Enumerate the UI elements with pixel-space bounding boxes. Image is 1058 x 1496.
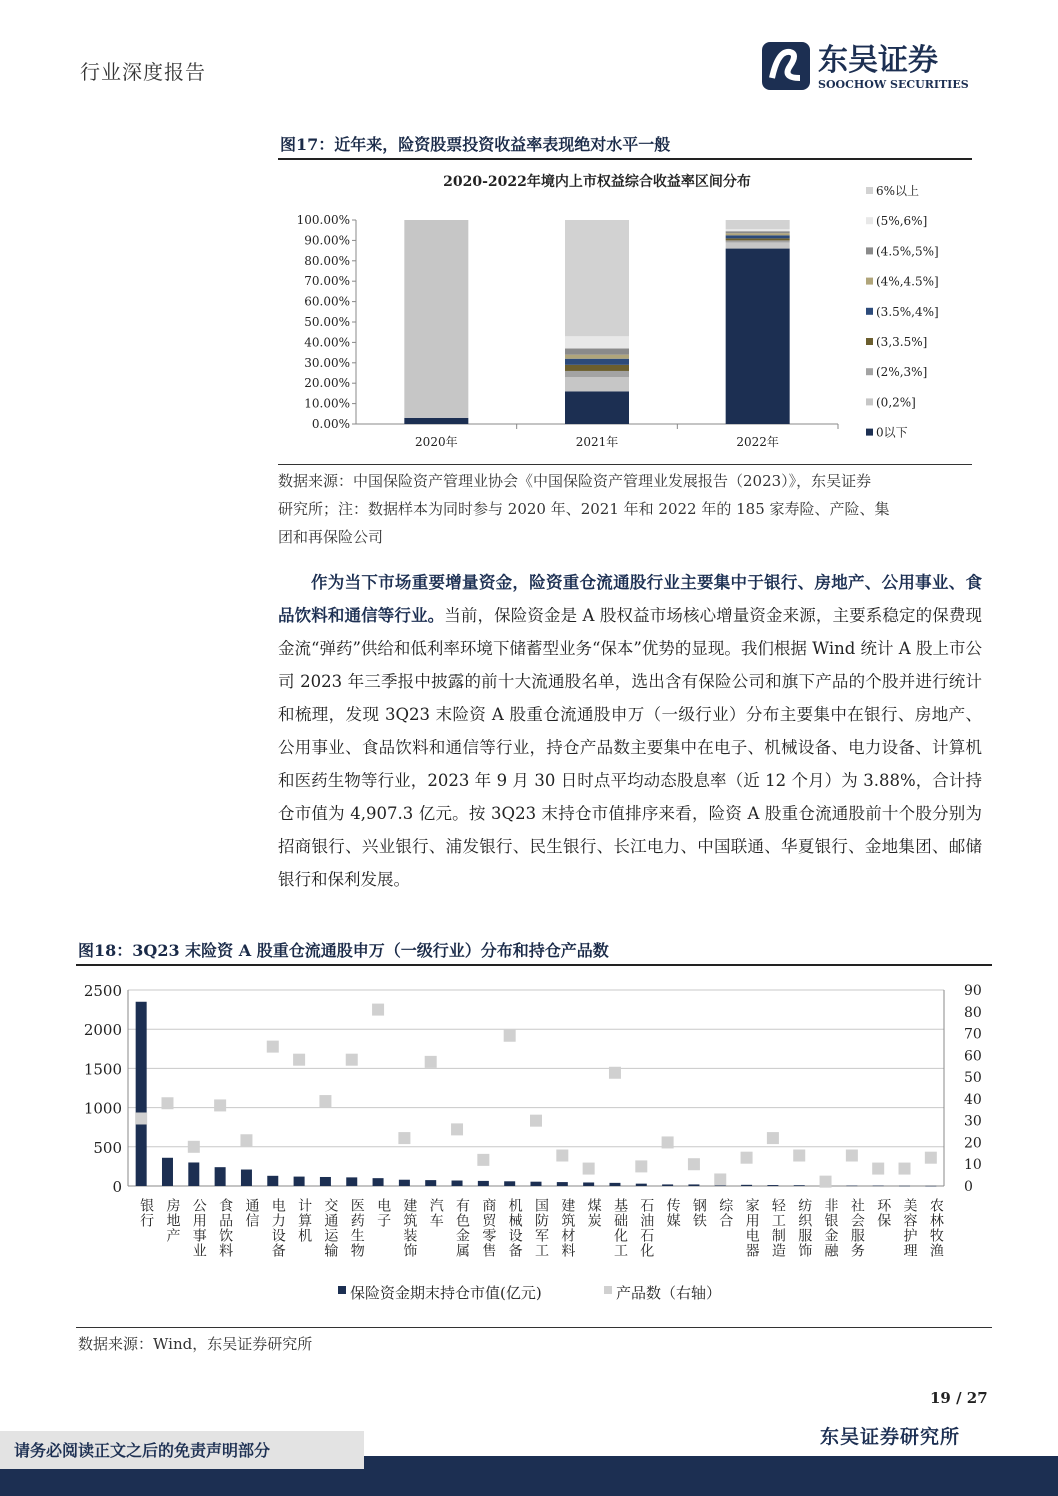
- chart18-y-left-tick-label: 2000: [83, 1021, 122, 1040]
- chart17-bar-segment: [726, 229, 790, 231]
- chart17-y-tick-label: 0.00%: [311, 417, 350, 431]
- chart18-y-right-tick-label: 40: [964, 1091, 982, 1108]
- chart17-legend-swatch: [866, 278, 873, 285]
- page-number: 19 / 27: [930, 1389, 988, 1407]
- chart17-bar-segment: [726, 235, 790, 238]
- figure17-source-line: 研究所；注：数据样本为同时参与 2020 年、2021 年和 2022 年的 185 家寿险、产险、集: [278, 500, 890, 518]
- chart17-bar-segment: [565, 349, 629, 355]
- chart18-x-tick-label: 食品饮料: [217, 1198, 234, 1258]
- chart17-legend-label: (3.5%,4%]: [876, 304, 939, 319]
- chart18-point: [820, 1176, 832, 1188]
- logo-en-text: SOOCHOW SECURITIES: [818, 78, 969, 91]
- chart18-point: [425, 1056, 437, 1068]
- chart17-bar-segment: [565, 365, 629, 371]
- chart18-x-tick-label: 国防军工: [533, 1198, 549, 1258]
- chart18-x-tick-label: 公用事业: [190, 1198, 207, 1258]
- chart18-point: [741, 1152, 753, 1164]
- chart18-x-tick-label: 传媒: [664, 1198, 681, 1228]
- chart18-point: [214, 1099, 226, 1111]
- chart18-bar: [557, 1182, 568, 1186]
- figure17-title: 图17：近年来，险资股票投资收益率表现绝对水平一般: [280, 135, 671, 154]
- chart18-x-tick-label: 建筑材料: [559, 1198, 576, 1258]
- chart18-point: [793, 1150, 805, 1162]
- figure17-source: [278, 467, 972, 551]
- chart18-point: [846, 1150, 858, 1162]
- chart18-bar: [662, 1184, 673, 1186]
- chart18-x-tick-label: 有色金属: [454, 1198, 471, 1258]
- chart17-bar-segment: [565, 377, 629, 391]
- chart17-legend-label: (4%,4.5%]: [876, 274, 939, 289]
- chart17-legend-swatch: [866, 217, 873, 224]
- chart18-point: [267, 1041, 279, 1053]
- chart17-legend-swatch: [866, 247, 873, 254]
- chart18-bar: [267, 1176, 278, 1186]
- chart17-bar-segment: [726, 240, 790, 242]
- chart18-point: [662, 1136, 674, 1148]
- chart18-bar: [136, 1002, 147, 1186]
- chart18-bar: [741, 1185, 752, 1186]
- figure17-top-rule: [278, 158, 972, 160]
- chart17-legend-swatch: [866, 429, 873, 436]
- chart17-bar-segment: [565, 371, 629, 377]
- chart18-y-right-tick-label: 90: [964, 983, 982, 999]
- chart18-point: [477, 1154, 489, 1166]
- chart17-legend-swatch: [866, 338, 873, 345]
- chart18-bar: [346, 1177, 357, 1186]
- chart18-point: [188, 1141, 200, 1153]
- chart18-point: [451, 1123, 463, 1135]
- chart18-point: [504, 1030, 516, 1042]
- chart18-bar: [899, 1186, 910, 1187]
- figure18-top-rule: [76, 964, 992, 966]
- chart18-legend-label: 产品数（右轴）: [616, 1284, 722, 1302]
- chart18-y-right-tick-label: 20: [964, 1135, 982, 1152]
- brand-logo: [760, 38, 990, 94]
- chart18-x-tick-label: 电力设备: [269, 1198, 286, 1258]
- chart18-y-right-tick-label: 70: [964, 1026, 982, 1043]
- chart18-bar: [925, 1186, 936, 1187]
- chart17-legend-label: (5%,6%]: [876, 214, 928, 229]
- chart17-legend-swatch: [866, 308, 873, 315]
- chart18-x-tick-label: 环保: [875, 1198, 892, 1228]
- chart18-bar: [425, 1180, 436, 1186]
- paragraph-body: 当前，保险资金是 A 股权益市场核心增量资金来源，主要系稳定的保费现金流“弹药”供给和低利率环境下储蓄型业务“保本”优势的显现。我们根据 Wind 统计 A 股上市公司 2023 年三季报中披露的前十大流通股名单，选出含有保险公司和旗下产品的个股并进行统计和梳理，发现 3Q23 末险资 A 股重仓流通股申万（一级行业）分布主要集中在银行、房地产、公用事业、食品饮料和通信等行业，持仓产品数主要集中在电子、机械设备、电力设备、计算机和医药生物等行业，2023 年 9 月 30 日时点平均动态股息率（近 12 个月）为 3.88%，合计持仓市值为 4,907.3 亿元。按 3Q23 末持仓市值排序来看，险资 A 股重仓流通股前十个股分别为招商银行、兴业银行、浦发银行、民生银行、长江电力、中国联通、华夏银行、金地集团、邮储银行和保利发展。: [278, 606, 983, 889]
- chart17-x-tick-label: 2020年: [415, 435, 458, 449]
- chart18-x-tick-label: 社会服务: [848, 1198, 865, 1258]
- chart18-bar: [609, 1183, 620, 1186]
- chart18-legend-label: 保险资金期末持仓市值(亿元): [350, 1284, 542, 1302]
- chart17-y-tick-label: 50.00%: [304, 315, 350, 329]
- chart18-point: [925, 1152, 937, 1164]
- chart18-point: [688, 1158, 700, 1170]
- figure18-source: 数据来源：Wind，东吴证券研究所: [78, 1335, 313, 1353]
- chart18-bar: [188, 1162, 199, 1186]
- chart18-bar: [688, 1184, 699, 1186]
- chart18-y-right-tick-label: 50: [964, 1070, 982, 1087]
- chart17-y-tick-label: 90.00%: [304, 233, 350, 248]
- chart18-x-tick-label: 基础化工: [611, 1198, 628, 1258]
- chart18-x-tick-label: 纺织服饰: [796, 1198, 813, 1258]
- chart17-bar-segment: [726, 238, 790, 240]
- chart18-x-tick-label: 通信: [243, 1198, 260, 1228]
- logo-mark-icon: [762, 42, 810, 90]
- chart18-bar: [399, 1180, 410, 1186]
- chart17-y-tick-label: 80.00%: [304, 253, 350, 268]
- chart18-point: [714, 1173, 726, 1185]
- figure18-bottom-rule: [76, 1327, 992, 1328]
- chart18-point: [872, 1163, 884, 1175]
- chart17-legend-label: 0以下: [876, 425, 908, 440]
- chart18-bar: [373, 1178, 384, 1186]
- chart18-point: [240, 1134, 252, 1146]
- chart18-y-left-tick-label: 2500: [83, 982, 122, 1000]
- chart17-y-tick-label: 30.00%: [304, 355, 350, 370]
- chart18-bar: [241, 1170, 252, 1186]
- chart17-bar-segment: [404, 418, 468, 424]
- chart17-bar-segment: [565, 336, 629, 348]
- chart17-legend-label: (3,3.5%]: [876, 335, 928, 349]
- chart17-y-tick-label: 10.00%: [304, 396, 350, 411]
- disclaimer-text: 请务必阅读正文之后的免责声明部分: [14, 1441, 271, 1460]
- chart18-x-tick-label: 非银金融: [822, 1198, 839, 1258]
- chart18-y-right-tick-label: 60: [964, 1048, 982, 1065]
- chart18-x-tick-label: 商贸零售: [480, 1198, 497, 1258]
- chart17-bar-segment: [726, 249, 790, 424]
- chart18-point: [899, 1163, 911, 1175]
- chart17-y-tick-label: 20.00%: [304, 376, 350, 391]
- chart18-x-tick-label: 银行: [138, 1198, 155, 1228]
- chart18-x-tick-label: 综合: [717, 1198, 734, 1228]
- chart18-bar: [504, 1181, 515, 1186]
- chart18-x-tick-label: 石油石化: [638, 1198, 655, 1258]
- chart18-point: [372, 1004, 384, 1016]
- chart18-x-tick-label: 医药生物: [348, 1198, 365, 1258]
- chart18-point: [609, 1067, 621, 1079]
- chart18-bar: [162, 1158, 173, 1186]
- chart18-x-tick-label: 机械设备: [506, 1198, 523, 1258]
- chart18-point: [398, 1132, 410, 1144]
- chart18-y-right-tick-label: 0: [964, 1179, 973, 1195]
- chart18-y-left-tick-label: 500: [93, 1138, 122, 1157]
- chart17-bar-segment: [565, 355, 629, 359]
- footer-org: 东吴证券研究所: [820, 1426, 961, 1448]
- chart17-bar-segment: [726, 233, 790, 235]
- figure18-title: 图18：3Q23 末险资 A 股重仓流通股申万（一级行业）分布和持仓产品数: [78, 941, 609, 960]
- chart17-legend-label: (2%,3%]: [876, 365, 928, 380]
- chart18-point: [635, 1160, 647, 1172]
- chart18-y-left-tick-label: 1500: [83, 1060, 122, 1079]
- chart18-point: [767, 1132, 779, 1144]
- chart17-bar-segment: [565, 359, 629, 365]
- chart18-bar: [531, 1182, 542, 1186]
- chart18-bar: [767, 1185, 778, 1186]
- chart18-bar: [452, 1181, 463, 1186]
- chart18-point: [135, 1112, 147, 1124]
- chart18-bar: [794, 1185, 805, 1186]
- chart17-legend-label: (0,2%]: [876, 395, 916, 410]
- chart17-bar-segment: [565, 391, 629, 424]
- chart18-x-tick-label: 交通运输: [322, 1198, 339, 1258]
- chart17-bar-segment: [726, 220, 790, 229]
- chart18-x-tick-label: 轻工制造: [769, 1198, 786, 1258]
- chart17-y-tick-label: 40.00%: [304, 335, 350, 350]
- chart17-bar-segment: [565, 220, 629, 336]
- chart17-x-tick-label: 2021年: [575, 435, 619, 449]
- chart18-y-left-tick-label: 0: [112, 1178, 122, 1196]
- figure17-source-line: 数据来源：中国保险资产管理业协会《中国保险资产管理业发展报告（2023）》，东吴证券: [278, 472, 872, 490]
- chart17-x-tick-label: 2022年: [736, 435, 779, 449]
- chart18-x-tick-label: 煤炭: [585, 1198, 602, 1228]
- chart18-bar: [320, 1177, 331, 1186]
- chart17-y-tick-label: 70.00%: [304, 274, 350, 289]
- chart18-x-tick-label: 钢铁: [690, 1198, 707, 1228]
- chart18-point: [293, 1054, 305, 1066]
- chart18-bar: [846, 1186, 857, 1187]
- figure17-bottom-rule: [278, 464, 972, 465]
- chart18-x-tick-label: 建筑装饰: [401, 1198, 418, 1258]
- paragraph-highlight: 作为当下市场重要增量资金，险资重仓流通股行业主要集中于银行、房地产、公用事业、食品饮料和通信等行业。: [278, 573, 982, 625]
- chart18-x-tick-label: 电子: [375, 1198, 392, 1228]
- figure18-chart: [76, 968, 992, 1324]
- chart18-bar: [636, 1184, 647, 1186]
- chart17-y-tick-label: 60.00%: [304, 294, 350, 309]
- chart18-x-tick-label: 农林牧渔: [927, 1198, 944, 1258]
- chart18-point: [346, 1054, 358, 1066]
- chart17-legend-label: 6%以上: [876, 184, 920, 198]
- chart18-y-right-tick-label: 30: [964, 1113, 982, 1130]
- chart18-y-right-tick-label: 80: [964, 1004, 982, 1021]
- logo-cn-text: 东吴证券: [818, 43, 938, 78]
- chart18-bar: [294, 1177, 305, 1186]
- chart18-bar: [583, 1182, 594, 1186]
- chart17-legend-swatch: [866, 187, 873, 194]
- chart18-bar: [873, 1186, 884, 1187]
- chart18-point: [319, 1095, 331, 1107]
- chart17-y-tick-label: 100.00%: [296, 213, 350, 227]
- chart17-legend-label: (4.5%,5%]: [876, 244, 939, 259]
- chart18-x-tick-label: 房地产: [164, 1198, 181, 1243]
- chart18-point: [583, 1163, 595, 1175]
- figure17-source-line: 团和再保险公司: [278, 528, 384, 546]
- body-paragraph: [278, 566, 982, 896]
- chart17-legend-swatch: [866, 398, 873, 405]
- chart17-bar-segment: [404, 220, 468, 418]
- chart18-legend-swatch: [604, 1286, 612, 1294]
- chart18-x-tick-label: 计算机: [296, 1198, 313, 1243]
- chart18-y-left-tick-label: 1000: [83, 1099, 122, 1118]
- chart18-x-tick-label: 美容护理: [901, 1198, 918, 1258]
- figure17-chart: [278, 162, 972, 462]
- chart18-legend-swatch: [338, 1286, 346, 1294]
- chart17-bar-segment: [726, 231, 790, 233]
- chart17-legend-swatch: [866, 368, 873, 375]
- chart18-bar: [215, 1167, 226, 1186]
- chart17-bar-segment: [726, 242, 790, 248]
- section-label: 行业深度报告: [80, 60, 206, 84]
- chart18-point: [530, 1115, 542, 1127]
- chart18-point: [556, 1150, 568, 1162]
- chart18-x-tick-label: 汽车: [427, 1198, 444, 1228]
- chart18-y-right-tick-label: 10: [964, 1157, 982, 1174]
- chart17-title: 2020-2022年境内上市权益综合收益率区间分布: [443, 174, 751, 190]
- chart18-bar: [478, 1181, 489, 1186]
- chart18-point: [161, 1097, 173, 1109]
- chart18-x-tick-label: 家用电器: [743, 1198, 760, 1258]
